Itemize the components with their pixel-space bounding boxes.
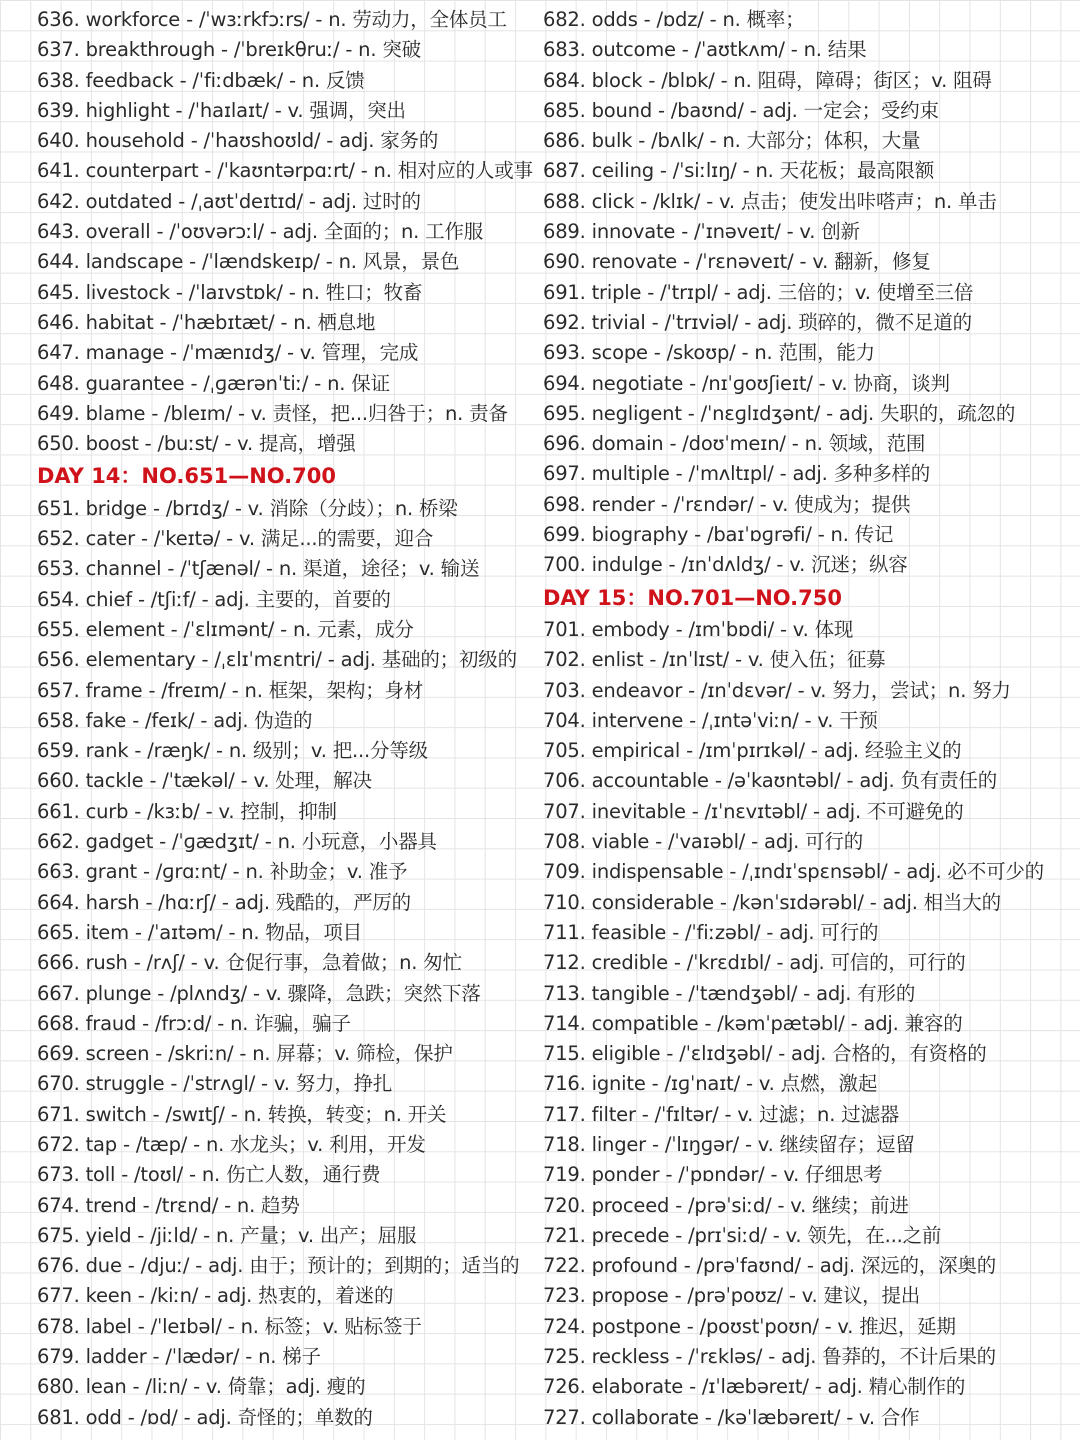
vocab-entry: 678. label - /ˈleɪbəl/ - n. 标签；v. 贴标签于 (37, 1314, 422, 1338)
vocab-entry: 668. fraud - /frɔːd/ - n. 诈骗，骗子 (37, 1011, 351, 1035)
vocab-entry: 669. screen - /skriːn/ - n. 屏幕；v. 筛检，保护 (37, 1042, 453, 1066)
vocab-entry: 692. trivial - /ˈtrɪviəl/ - adj. 琐碎的，微不足道的 (543, 310, 972, 334)
vocab-entry: 715. eligible - /ˈɛlɪdʒəbl/ - adj. 合格的，有资格的 (543, 1042, 987, 1066)
vocab-entry: 650. boost - /buːst/ - v. 提高，增强 (37, 432, 356, 456)
vocab-entry: 653. channel - /ˈtʃænəl/ - n. 渠道，途径；v. 输送 (37, 557, 480, 581)
vocab-entry: 724. postpone - /poʊstˈpoʊn/ - v. 推迟，延期 (543, 1314, 956, 1338)
vocab-entry: 677. keen - /kiːn/ - adj. 热衷的，着迷的 (37, 1284, 394, 1308)
vocab-entry: 711. feasible - /ˈfiːzəbl/ - adj. 可行的 (543, 920, 879, 944)
vocab-entry: 725. reckless - /ˈrɛkləs/ - adj. 鲁莽的，不计后果的 (543, 1345, 996, 1369)
right-column (543, 5, 1073, 1433)
vocab-entry: 649. blame - /bleɪm/ - v. 责怪，把...归咎于；n. 责备 (37, 401, 508, 425)
vocab-entry: 686. bulk - /bʌlk/ - n. 大部分；体积，大量 (543, 129, 921, 153)
vocab-entry: 726. elaborate - /ɪˈlæbəreɪt/ - adj. 精心制作的 (543, 1375, 966, 1399)
left-column (37, 5, 537, 1433)
vocab-entry: 676. due - /djuː/ - adj. 由于；预计的；到期的；适当的 (37, 1254, 520, 1278)
vocab-entry: 706. accountable - /əˈkaʊntəbl/ - adj. 负有责任的 (543, 769, 997, 793)
vocab-entry: 701. embody - /ɪmˈbɒdi/ - v. 体现 (543, 617, 854, 641)
vocab-entry: 684. block - /blɒk/ - n. 阻碍，障碍；街区；v. 阻碍 (543, 68, 992, 92)
vocab-entry: 683. outcome - /ˈaʊtkʌm/ - n. 结果 (543, 38, 867, 62)
vocab-entry: 671. switch - /swɪtʃ/ - n. 转换，转变；n. 开关 (37, 1102, 447, 1126)
vocab-entry: 679. ladder - /ˈlædər/ - n. 梯子 (37, 1345, 321, 1369)
vocab-entry: 645. livestock - /ˈlaɪvstɒk/ - n. 牲口；牧畜 (37, 280, 423, 304)
vocab-entry: 708. viable - /ˈvaɪəbl/ - adj. 可行的 (543, 830, 864, 854)
vocab-entry: 664. harsh - /hɑːrʃ/ - adj. 残酷的，严厉的 (37, 890, 411, 914)
vocab-entry: 727. collaborate - /kəˈlæbəreɪt/ - v. 合作 (543, 1405, 920, 1429)
vocab-entry: 647. manage - /ˈmænɪdʒ/ - v. 管理，完成 (37, 341, 419, 365)
vocab-entry: 672. tap - /tæp/ - n. 水龙头；v. 利用，开发 (37, 1132, 426, 1156)
vocab-entry: 648. guarantee - /ˌɡærənˈtiː/ - n. 保证 (37, 371, 390, 395)
vocab-entry: 651. bridge - /brɪdʒ/ - v. 消除（分歧）；n. 桥梁 (37, 496, 458, 520)
vocab-entry: 716. ignite - /ɪɡˈnaɪt/ - v. 点燃，激起 (543, 1072, 878, 1096)
vocab-entry: 719. ponder - /ˈpɒndər/ - v. 仔细思考 (543, 1163, 883, 1187)
vocab-entry: 667. plunge - /plʌndʒ/ - v. 骤降，急跌；突然下落 (37, 981, 481, 1005)
vocab-entry: 720. proceed - /prəˈsiːd/ - v. 继续；前进 (543, 1193, 909, 1217)
vocab-entry: 658. fake - /feɪk/ - adj. 伪造的 (37, 708, 313, 732)
vocab-entry: 700. indulge - /ɪnˈdʌldʒ/ - v. 沉迷；纵容 (543, 553, 908, 577)
vocab-entry: 688. click - /klɪk/ - v. 点击；使发出咔嗒声；n. 单击 (543, 189, 997, 213)
vocab-entry: 639. highlight - /ˈhaɪlaɪt/ - v. 强调，突出 (37, 98, 406, 122)
vocab-entry: 674. trend - /trɛnd/ - n. 趋势 (37, 1193, 300, 1217)
vocab-entry: 663. grant - /ɡrɑːnt/ - n. 补助金；v. 准予 (37, 860, 408, 884)
vocab-entry: 714. compatible - /kəmˈpætəbl/ - adj. 兼容的 (543, 1011, 963, 1035)
vocab-entry: 695. negligent - /ˈnɛɡlɪdʒənt/ - adj. 失职的，疏忽的 (543, 401, 1016, 425)
vocab-entry: 637. breakthrough - /ˈbreɪkθruː/ - n. 突破 (37, 38, 421, 62)
vocab-entry: 638. feedback - /ˈfiːdbæk/ - n. 反馈 (37, 68, 365, 92)
vocab-entry: 660. tackle - /ˈtækəl/ - v. 处理，解决 (37, 769, 372, 793)
vocab-entry: 652. cater - /ˈkeɪtə/ - v. 满足...的需要，迎合 (37, 527, 434, 551)
day-heading: DAY 15：NO.701—NO.750 (543, 585, 842, 610)
vocab-entry: 723. propose - /prəˈpoʊz/ - v. 建议，提出 (543, 1284, 921, 1308)
vocab-entry: 673. toll - /toʊl/ - n. 伤亡人数，通行费 (37, 1163, 381, 1187)
vocab-entry: 694. negotiate - /nɪˈɡoʊʃieɪt/ - v. 协商，谈判 (543, 371, 950, 395)
vocab-entry: 644. landscape - /ˈlændskeɪp/ - n. 风景，景色 (37, 250, 460, 274)
vocab-entry: 640. household - /ˈhaʊshoʊld/ - adj. 家务的 (37, 129, 439, 153)
vocab-entry: 713. tangible - /ˈtændʒəbl/ - adj. 有形的 (543, 981, 916, 1005)
vocab-entry: 657. frame - /freɪm/ - n. 框架，架构；身材 (37, 678, 424, 702)
vocab-entry: 691. triple - /ˈtrɪpl/ - adj. 三倍的；v. 使增至三倍 (543, 280, 974, 304)
vocab-entry: 642. outdated - /ˌaʊtˈdeɪtɪd/ - adj. 过时的 (37, 189, 421, 213)
vocab-entry: 675. yield - /jiːld/ - n. 产量；v. 出产；屈服 (37, 1223, 417, 1247)
vocab-entry: 709. indispensable - /ˌɪndɪˈspɛnsəbl/ - adj. 必不可少的 (543, 860, 1044, 884)
day-heading: DAY 14：NO.651—NO.700 (37, 464, 336, 489)
vocab-entry: 685. bound - /baʊnd/ - adj. 一定会；受约束 (543, 98, 939, 122)
vocab-entry: 699. biography - /baɪˈɒɡrəfi/ - n. 传记 (543, 523, 894, 547)
vocab-entry: 643. overall - /ˈoʊvərɔːl/ - adj. 全面的；n. 工作服 (37, 220, 484, 244)
vocab-entry: 696. domain - /doʊˈmeɪn/ - n. 领域，范围 (543, 432, 926, 456)
vocab-entry: 662. gadget - /ˈɡædʒɪt/ - n. 小玩意，小器具 (37, 830, 437, 854)
vocab-entry: 721. precede - /prɪˈsiːd/ - v. 领先，在...之前 (543, 1223, 942, 1247)
vocab-entry: 705. empirical - /ɪmˈpɪrɪkəl/ - adj. 经验主义的 (543, 739, 962, 763)
vocab-entry: 641. counterpart - /ˈkaʊntərpɑːrt/ - n. 相对应的人或事 (37, 159, 533, 183)
vocab-entry: 718. linger - /ˈlɪŋɡər/ - v. 继续留存；逗留 (543, 1132, 915, 1156)
vocab-entry: 666. rush - /rʌʃ/ - v. 仓促行事，急着做；n. 匆忙 (37, 951, 462, 975)
vocab-entry: 702. enlist - /ɪnˈlɪst/ - v. 使入伍；征募 (543, 648, 886, 672)
vocab-entry: 656. elementary - /ˌɛlɪˈmɛntri/ - adj. 基础的；初级的 (37, 648, 517, 672)
vocab-entry: 681. odd - /ɒd/ - adj. 奇怪的；单数的 (37, 1405, 373, 1429)
vocab-entry: 646. habitat - /ˈhæbɪtæt/ - n. 栖息地 (37, 310, 376, 334)
vocab-entry: 717. filter - /ˈfɪltər/ - v. 过滤；n. 过滤器 (543, 1102, 900, 1126)
vocab-entry: 655. element - /ˈɛlɪmənt/ - n. 元素，成分 (37, 617, 414, 641)
vocab-entry: 707. inevitable - /ɪˈnɛvɪtəbl/ - adj. 不可避免的 (543, 799, 964, 823)
vocab-entry: 665. item - /ˈaɪtəm/ - n. 物品，项目 (37, 920, 362, 944)
vocab-entry: 712. credible - /ˈkrɛdɪbl/ - adj. 可信的，可行的 (543, 951, 966, 975)
vocab-entry: 693. scope - /skoʊp/ - n. 范围，能力 (543, 341, 875, 365)
vocab-entry: 704. intervene - /ˌɪntəˈviːn/ - v. 干预 (543, 708, 878, 732)
vocab-entry: 689. innovate - /ˈɪnəveɪt/ - v. 创新 (543, 220, 860, 244)
vocab-entry: 661. curb - /kɜːb/ - v. 控制，抑制 (37, 799, 337, 823)
vocab-entry: 698. render - /ˈrɛndər/ - v. 使成为；提供 (543, 492, 911, 516)
vocab-entry: 710. considerable - /kənˈsɪdərəbl/ - adj. 相当大的 (543, 890, 1001, 914)
vocab-entry: 722. profound - /prəˈfaʊnd/ - adj. 深远的，深奥的 (543, 1254, 997, 1278)
vocab-entry: 690. renovate - /ˈrɛnəveɪt/ - v. 翻新，修复 (543, 250, 931, 274)
vocab-entry: 697. multiple - /ˈmʌltɪpl/ - adj. 多种多样的 (543, 462, 931, 486)
vocab-entry: 682. odds - /ɒdz/ - n. 概率； (543, 8, 805, 31)
vocab-entry: 680. lean - /liːn/ - v. 倚靠；adj. 瘦的 (37, 1375, 366, 1399)
vocab-entry: 636. workforce - /ˈwɜːrkfɔːrs/ - n. 劳动力，全体员工 (37, 8, 507, 31)
vocab-entry: 654. chief - /tʃiːf/ - adj. 主要的，首要的 (37, 587, 391, 611)
vocab-entry: 687. ceiling - /ˈsiːlɪŋ/ - n. 天花板；最高限额 (543, 159, 935, 183)
vocab-entry: 703. endeavor - /ɪnˈdɛvər/ - v. 努力，尝试；n. 努力 (543, 678, 1011, 702)
vocab-entry: 659. rank - /ræŋk/ - n. 级别；v. 把...分等级 (37, 739, 428, 763)
vocab-entry: 670. struggle - /ˈstrʌɡl/ - v. 努力，挣扎 (37, 1072, 393, 1096)
